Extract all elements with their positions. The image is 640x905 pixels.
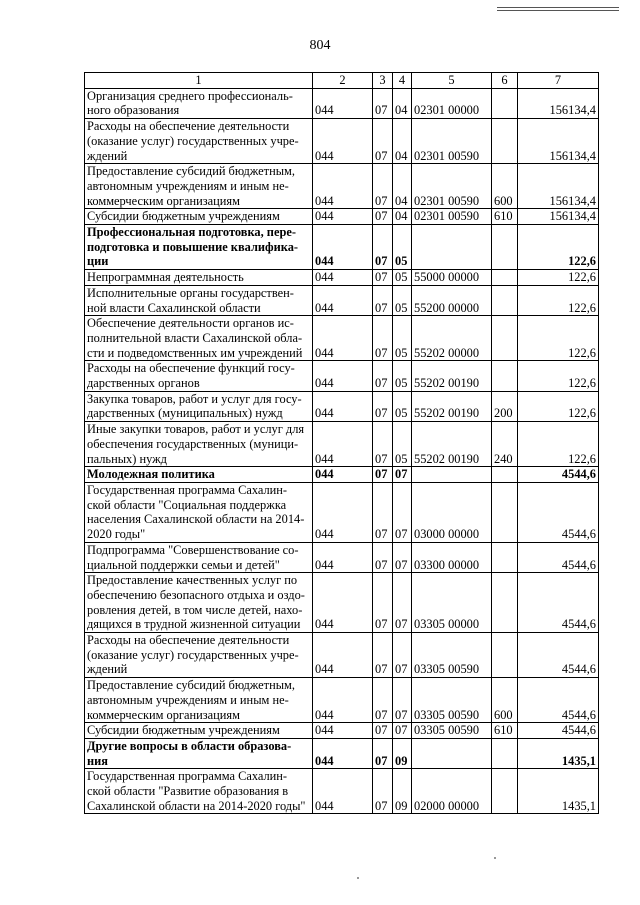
row-rz-cell: 07 (373, 678, 393, 723)
row-sum-cell: 4544,6 (518, 542, 599, 572)
row-pr-cell: 04 (393, 119, 412, 164)
table-row (85, 270, 599, 286)
row-name-cell: Исполнительные органы государствен-ной власти Сахалинской области (85, 285, 313, 315)
row-csr-cell: 03000 00000 (412, 482, 492, 542)
row-name-cell: Субсидии бюджетным учреждениям (85, 209, 313, 225)
row-csr-cell: 02301 00590 (412, 164, 492, 209)
row-rz-cell: 07 (373, 225, 393, 270)
row-sum-cell: 122,6 (518, 270, 599, 286)
row-ved-cell: 044 (313, 285, 373, 315)
row-ved-cell: 044 (313, 119, 373, 164)
row-csr-cell: 02301 00590 (412, 119, 492, 164)
row-name-cell: Расходы на обеспечение функций госу-дарственных органов (85, 361, 313, 391)
row-name-cell: Закупка товаров, работ и услуг для госу-дарственных (муниципальных) нужд (85, 391, 313, 421)
row-pr-cell: 05 (393, 422, 412, 467)
row-ved-cell: 044 (313, 482, 373, 542)
row-ved-cell: 044 (313, 467, 373, 483)
row-ved-cell: 044 (313, 88, 373, 118)
row-pr-cell: 09 (393, 769, 412, 814)
row-rz-cell: 07 (373, 88, 393, 118)
row-sum-cell: 4544,6 (518, 467, 599, 483)
row-ved-cell: 044 (313, 270, 373, 286)
row-name-cell: Субсидии бюджетным учреждениям (85, 723, 313, 739)
row-vr-cell: 600 (492, 164, 518, 209)
row-ved-cell: 044 (313, 209, 373, 225)
row-rz-cell: 07 (373, 164, 393, 209)
row-vr-cell (492, 482, 518, 542)
header-cell: 5 (412, 73, 492, 89)
row-rz-cell: 07 (373, 422, 393, 467)
table-row (85, 88, 599, 118)
header-cell: 4 (393, 73, 412, 89)
row-csr-cell: 02301 00590 (412, 209, 492, 225)
table-row (85, 164, 599, 209)
row-sum-cell: 122,6 (518, 391, 599, 421)
row-pr-cell: 07 (393, 542, 412, 572)
row-sum-cell: 122,6 (518, 422, 599, 467)
row-vr-cell (492, 285, 518, 315)
row-rz-cell: 07 (373, 723, 393, 739)
row-csr-cell (412, 467, 492, 483)
row-csr-cell: 02301 00000 (412, 88, 492, 118)
row-vr-cell: 240 (492, 422, 518, 467)
row-vr-cell (492, 88, 518, 118)
row-name-cell: Другие вопросы в области образова-ния (85, 738, 313, 768)
table-header-row (85, 73, 599, 89)
row-name-cell: Предоставление субсидий бюджетным, автономным учреждениям и иным не-коммерческим организациям (85, 164, 313, 209)
row-rz-cell: 07 (373, 738, 393, 768)
table-row (85, 769, 599, 814)
row-ved-cell: 044 (313, 738, 373, 768)
row-vr-cell (492, 467, 518, 483)
row-sum-cell: 156134,4 (518, 88, 599, 118)
row-ved-cell: 044 (313, 723, 373, 739)
row-sum-cell: 122,6 (518, 285, 599, 315)
row-pr-cell: 05 (393, 361, 412, 391)
row-rz-cell: 07 (373, 361, 393, 391)
row-vr-cell (492, 769, 518, 814)
row-vr-cell (492, 542, 518, 572)
row-sum-cell: 4544,6 (518, 678, 599, 723)
table-row (85, 391, 599, 421)
row-csr-cell (412, 738, 492, 768)
row-csr-cell: 55000 00000 (412, 270, 492, 286)
table-row (85, 209, 599, 225)
row-pr-cell: 05 (393, 391, 412, 421)
row-csr-cell: 55202 00190 (412, 361, 492, 391)
row-rz-cell: 07 (373, 285, 393, 315)
row-vr-cell (492, 738, 518, 768)
table-row (85, 738, 599, 768)
row-sum-cell: 122,6 (518, 316, 599, 361)
row-rz-cell: 07 (373, 209, 393, 225)
row-pr-cell: 07 (393, 633, 412, 678)
table-row (85, 633, 599, 678)
table-row (85, 573, 599, 633)
row-sum-cell: 4544,6 (518, 573, 599, 633)
row-pr-cell: 07 (393, 573, 412, 633)
page-number: 804 (309, 38, 331, 53)
row-sum-cell: 122,6 (518, 225, 599, 270)
row-vr-cell (492, 316, 518, 361)
header-cell: 7 (518, 73, 599, 89)
row-vr-cell: 600 (492, 678, 518, 723)
row-ved-cell: 044 (313, 422, 373, 467)
header-cell: 1 (85, 73, 313, 89)
row-ved-cell: 044 (313, 316, 373, 361)
row-sum-cell: 122,6 (518, 361, 599, 391)
row-pr-cell: 07 (393, 723, 412, 739)
header-cell: 3 (373, 73, 393, 89)
row-pr-cell: 05 (393, 285, 412, 315)
row-vr-cell: 610 (492, 723, 518, 739)
row-rz-cell: 07 (373, 270, 393, 286)
row-pr-cell: 05 (393, 316, 412, 361)
header-cell: 6 (492, 73, 518, 89)
row-sum-cell: 1435,1 (518, 769, 599, 814)
row-name-cell: Расходы на обеспечение деятельности (оказание услуг) государственных учре-ждений (85, 633, 313, 678)
row-rz-cell: 07 (373, 633, 393, 678)
header-cell: 2 (313, 73, 373, 89)
row-pr-cell: 07 (393, 482, 412, 542)
row-ved-cell: 044 (313, 361, 373, 391)
scan-speck (494, 857, 496, 859)
row-name-cell: Предоставление качественных услуг по обеспечению безопасного отдыха и оздо-ровления детей, в том числе детей, нахо-дящихся в трудной жизненной ситуации (85, 573, 313, 633)
row-csr-cell: 03305 00000 (412, 573, 492, 633)
row-pr-cell: 05 (393, 270, 412, 286)
row-csr-cell: 02000 00000 (412, 769, 492, 814)
row-name-cell: Обеспечение деятельности органов ис-полнительной власти Сахалинской обла-сти и подведомственных им учреждений (85, 316, 313, 361)
table-row (85, 678, 599, 723)
table-row (85, 482, 599, 542)
row-rz-cell: 07 (373, 769, 393, 814)
table-row (85, 723, 599, 739)
row-csr-cell: 03300 00000 (412, 542, 492, 572)
row-csr-cell: 55200 00000 (412, 285, 492, 315)
row-vr-cell: 610 (492, 209, 518, 225)
row-ved-cell: 044 (313, 633, 373, 678)
row-ved-cell: 044 (313, 769, 373, 814)
row-vr-cell (492, 225, 518, 270)
row-pr-cell: 05 (393, 225, 412, 270)
row-name-cell: Государственная программа Сахалин-ской области "Развитие образования в Сахалинской области на 2014-2020 годы" (85, 769, 313, 814)
row-name-cell: Молодежная политика (85, 467, 313, 483)
table-row (85, 225, 599, 270)
scan-edge-mark (497, 7, 619, 11)
row-sum-cell: 156134,4 (518, 209, 599, 225)
row-sum-cell: 1435,1 (518, 738, 599, 768)
row-name-cell: Иные закупки товаров, работ и услуг для обеспечения государственных (муници-пальных) нужд (85, 422, 313, 467)
row-csr-cell: 03305 00590 (412, 678, 492, 723)
row-csr-cell: 55202 00190 (412, 391, 492, 421)
row-sum-cell: 4544,6 (518, 723, 599, 739)
row-vr-cell (492, 573, 518, 633)
row-name-cell: Государственная программа Сахалин-ской области "Социальная поддержка населения Сахалинской области на 2014-2020 годы" (85, 482, 313, 542)
row-pr-cell: 07 (393, 678, 412, 723)
row-pr-cell: 04 (393, 88, 412, 118)
row-name-cell: Предоставление субсидий бюджетным, автономным учреждениям и иным не-коммерческим организациям (85, 678, 313, 723)
row-name-cell: Расходы на обеспечение деятельности (оказание услуг) государственных учре-ждений (85, 119, 313, 164)
row-ved-cell: 044 (313, 164, 373, 209)
row-rz-cell: 07 (373, 119, 393, 164)
scan-speck (357, 877, 359, 879)
row-name-cell: Подпрограмма "Совершенствование со-циальной поддержки семьи и детей" (85, 542, 313, 572)
budget-table (84, 72, 599, 814)
table-row (85, 542, 599, 572)
row-pr-cell: 04 (393, 209, 412, 225)
row-csr-cell: 55202 00190 (412, 422, 492, 467)
row-rz-cell: 07 (373, 482, 393, 542)
row-rz-cell: 07 (373, 573, 393, 633)
row-vr-cell (492, 119, 518, 164)
row-ved-cell: 044 (313, 225, 373, 270)
row-vr-cell (492, 361, 518, 391)
row-sum-cell: 4544,6 (518, 633, 599, 678)
row-vr-cell (492, 633, 518, 678)
row-vr-cell: 200 (492, 391, 518, 421)
row-ved-cell: 044 (313, 573, 373, 633)
row-name-cell: Непрограммная деятельность (85, 270, 313, 286)
table-row (85, 467, 599, 483)
row-pr-cell: 04 (393, 164, 412, 209)
table-row (85, 422, 599, 467)
row-pr-cell: 09 (393, 738, 412, 768)
row-rz-cell: 07 (373, 467, 393, 483)
row-ved-cell: 044 (313, 678, 373, 723)
row-name-cell: Организация среднего профессиональ-ного образования (85, 88, 313, 118)
row-csr-cell (412, 225, 492, 270)
row-sum-cell: 156134,4 (518, 164, 599, 209)
row-csr-cell: 55202 00000 (412, 316, 492, 361)
row-sum-cell: 156134,4 (518, 119, 599, 164)
row-csr-cell: 03305 00590 (412, 633, 492, 678)
table-row (85, 119, 599, 164)
row-ved-cell: 044 (313, 542, 373, 572)
table-row (85, 361, 599, 391)
row-sum-cell: 4544,6 (518, 482, 599, 542)
table-row (85, 285, 599, 315)
row-ved-cell: 044 (313, 391, 373, 421)
row-rz-cell: 07 (373, 391, 393, 421)
row-pr-cell: 07 (393, 467, 412, 483)
row-vr-cell (492, 270, 518, 286)
row-rz-cell: 07 (373, 316, 393, 361)
table-row (85, 316, 599, 361)
row-csr-cell: 03305 00590 (412, 723, 492, 739)
row-name-cell: Профессиональная подготовка, пере-подготовка и повышение квалифика-ции (85, 225, 313, 270)
row-rz-cell: 07 (373, 542, 393, 572)
